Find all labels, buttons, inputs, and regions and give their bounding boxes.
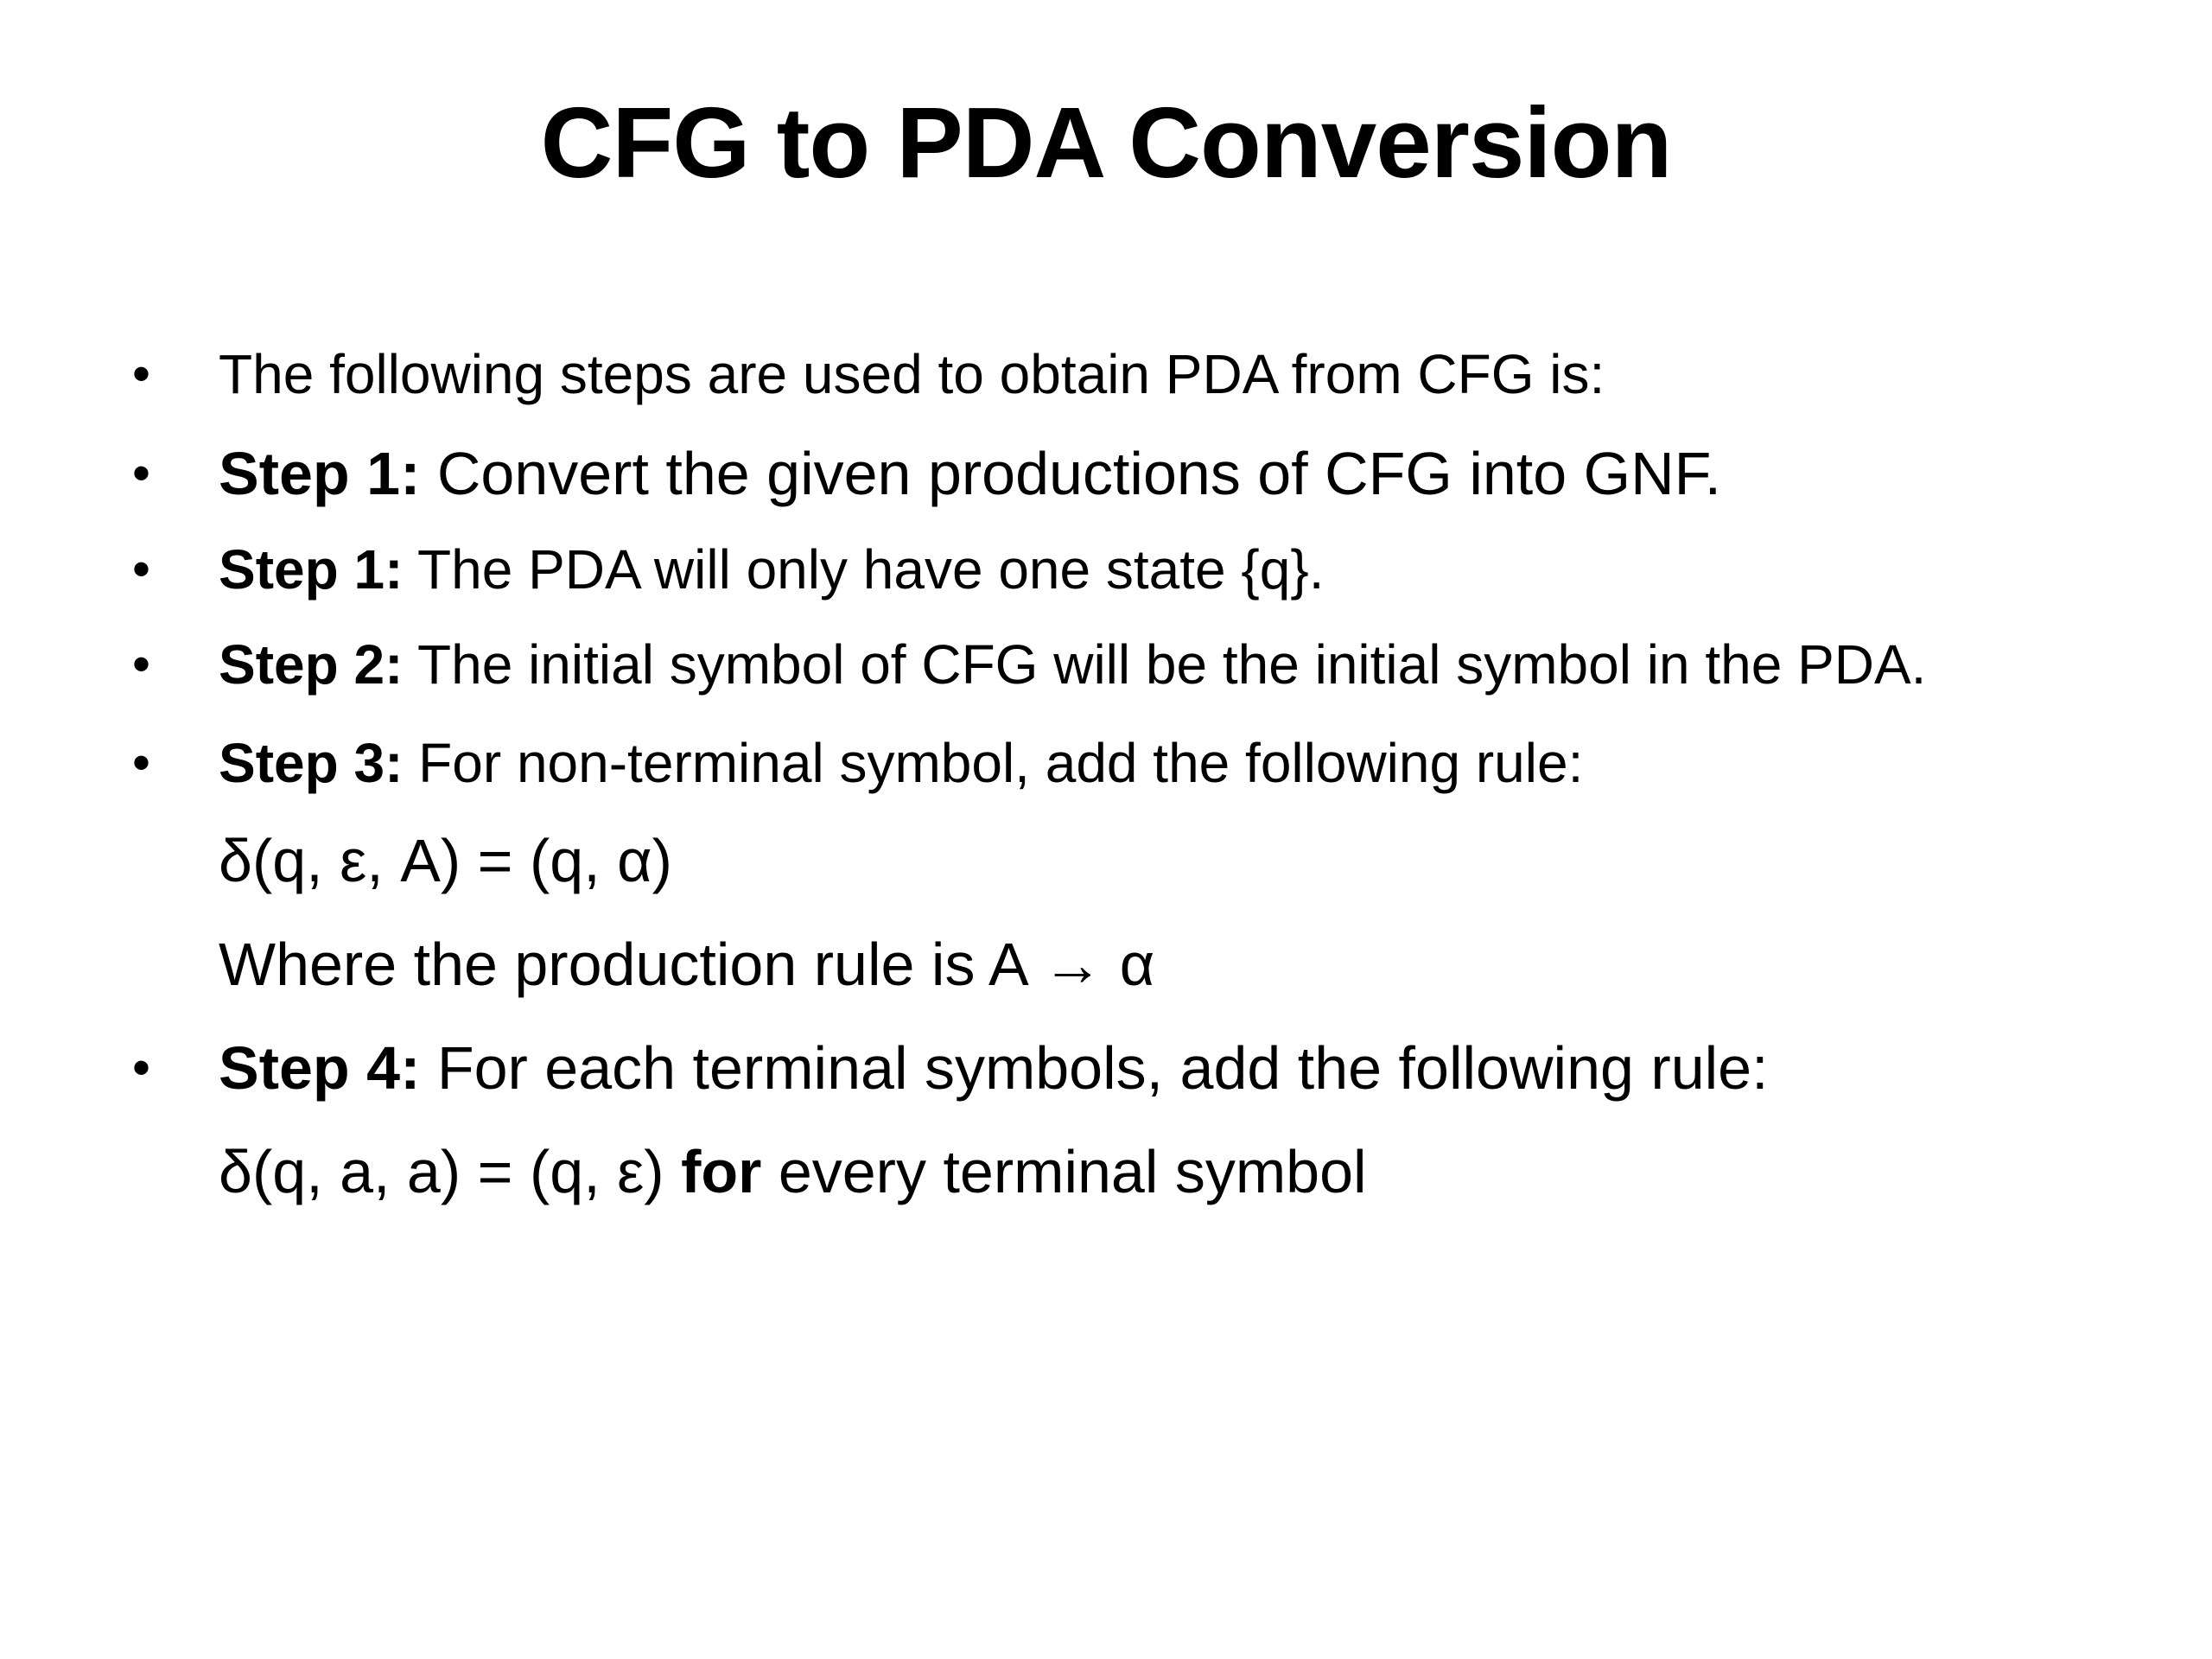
step-label: Step 2: (219, 633, 404, 696)
formula-terminal (130, 1126, 2048, 1217)
bullet-dot: • (132, 1039, 151, 1096)
note-text: Where the production rule is A → α (219, 931, 1155, 998)
bullet-dot: • (132, 444, 151, 502)
slide-title: CFG to PDA Conversion (540, 86, 1672, 199)
item-text: For each terminal symbols, add the following rule: (420, 1034, 1769, 1102)
bullet-item-intro (130, 333, 2048, 416)
item-text: For non-terminal symbol, add the following rule: (403, 732, 1584, 794)
formula-nonterminal (130, 815, 2048, 906)
step-label: Step 3: (219, 732, 404, 794)
bullet-dot: • (132, 635, 151, 693)
step-label: Step 4: (219, 1034, 421, 1102)
item-text: Convert the given productions of CFG into GNF. (420, 440, 1722, 507)
bullet-item-step4 (130, 1022, 2048, 1114)
bullet-item-step1-gnf (130, 428, 2048, 519)
formula-text: δ(q, ε, A) = (q, α) (219, 827, 672, 894)
bullet-dot: • (132, 345, 151, 403)
item-text: The following steps are used to obtain PDA from CFG is: (219, 343, 1605, 405)
bullet-item-step1-state (130, 528, 2048, 611)
formula-text-end: every terminal symbol (761, 1138, 1367, 1205)
bullet-list (130, 333, 2048, 1217)
formula-bold: for (681, 1138, 762, 1205)
bullet-dot: • (132, 734, 151, 791)
bullet-item-step2 (130, 623, 2048, 706)
step-label: Step 1: (219, 538, 404, 601)
bullet-item-step3 (130, 721, 2048, 804)
item-text: The initial symbol of CFG will be the initial symbol in the PDA. (403, 633, 1927, 696)
step-label: Step 1: (219, 440, 421, 507)
production-rule-note (130, 918, 2048, 1010)
item-text: The PDA will only have one state {q}. (403, 538, 1325, 601)
formula-text: δ(q, a, a) = (q, ε) (219, 1138, 682, 1205)
bullet-dot: • (132, 540, 151, 598)
